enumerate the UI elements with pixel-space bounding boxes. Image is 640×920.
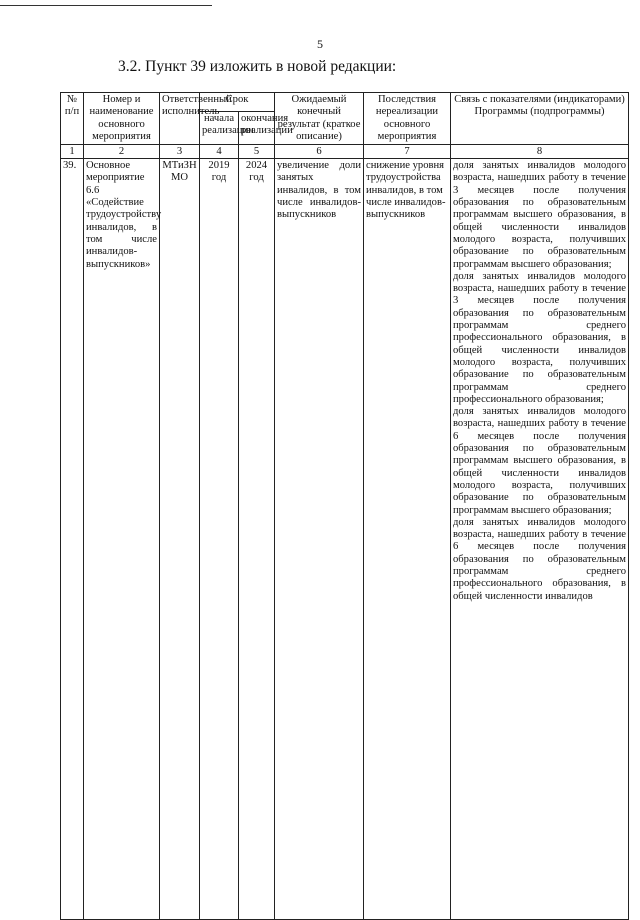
measures-table	[60, 92, 629, 920]
row-number: 39.	[61, 159, 84, 920]
header-col-result: Ожидаемый конечный результат (краткое описание)	[275, 93, 364, 145]
header-row	[61, 93, 629, 112]
indicator-item: доля занятых инвалидов молодого возраста, нашедших работу в течение 6 месяцев после получения образования по образовательным программам высшего образования, в общей численности инвалидов молодого возраста, получивших образование по образовательным программам высшего образования;	[453, 406, 626, 516]
section-heading: 3.2. Пункт 39 изложить в новой редакции:	[118, 58, 397, 75]
non-implementation-consequences: снижение уровня трудоустройства инвалидов, в том числе инвалидов-выпускников	[364, 159, 451, 920]
table-row	[61, 159, 629, 920]
column-number-row	[61, 145, 629, 159]
header-col-responsible: Ответственный исполнитель	[160, 93, 200, 145]
indicator-item: доля занятых инвалидов молодого возраста, нашедших работу в течение 3 месяцев после получения образования по образовательным программам высшего образования, в общей численности инвалидов молодого возраста, получивших образование по образовательным программам высшего образования;	[453, 160, 626, 270]
indicators-cell	[451, 159, 629, 920]
measure-name: Основное мероприятие 6.6 «Содействие трудоустройству инвалидов, в том числе инвалидов-выпускников»	[84, 159, 160, 920]
column-number: 8	[451, 145, 629, 159]
column-number: 1	[61, 145, 84, 159]
header-col-indicators: Связь с показателями (индикаторами) Программы (подпрограммы)	[451, 93, 629, 145]
column-number: 2	[84, 145, 160, 159]
column-number: 5	[239, 145, 275, 159]
top-rule	[0, 5, 212, 6]
header-col-end: окончания реализации	[239, 111, 275, 145]
column-number: 7	[364, 145, 451, 159]
end-year: 2024 год	[239, 159, 275, 920]
column-number: 6	[275, 145, 364, 159]
expected-result: увеличение доли занятых инвалидов, в том числе инвалидов-выпускников	[275, 159, 364, 920]
header-col-term: Срок	[200, 93, 275, 112]
header-col-name: Номер и наименование основного мероприятия	[84, 93, 160, 145]
header-col-start: начала реализации	[200, 111, 239, 145]
responsible-executor: МТиЗН МО	[160, 159, 200, 920]
header-col-consequences: Последствия нереализации основного мероприятия	[364, 93, 451, 145]
header-col-number: № п/п	[61, 93, 84, 145]
indicator-item: доля занятых инвалидов молодого возраста, нашедших работу в течение 3 месяцев после получения образования по образовательным программам среднего профессионального образования, в общей численности инвалидов молодого возраста, получивших образование по образовательным программам среднего профессионального образования;	[453, 270, 626, 405]
column-number: 3	[160, 145, 200, 159]
indicator-item: доля занятых инвалидов молодого возраста, нашедших работу в течение 6 месяцев после получения образования по образовательным программам среднего профессионального образования, в общей численности инвалидов	[453, 516, 626, 602]
column-number: 4	[200, 145, 239, 159]
page-number: 5	[317, 37, 323, 51]
start-year: 2019 год	[200, 159, 239, 920]
